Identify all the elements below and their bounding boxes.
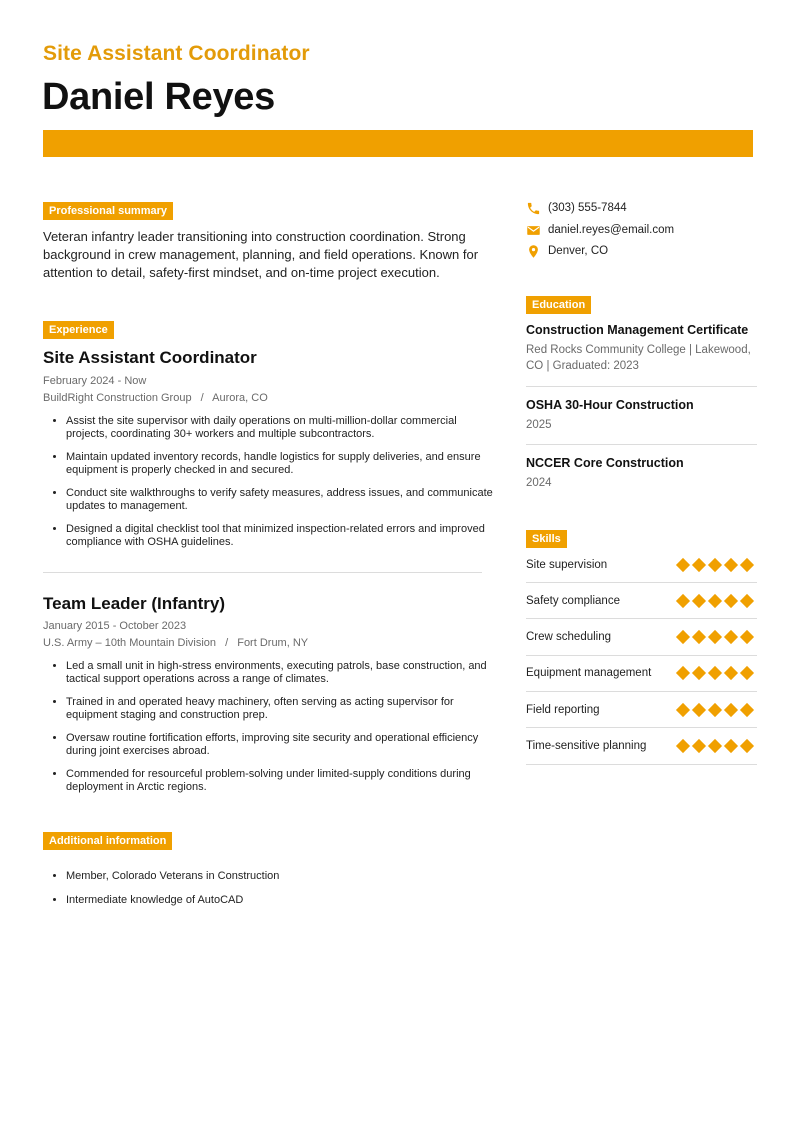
job-company-line	[43, 637, 495, 649]
education-section-label	[526, 295, 591, 314]
rating-diamond-icon	[724, 594, 738, 608]
skill-row	[526, 729, 757, 765]
meta-separator: /	[200, 392, 204, 404]
skill-row	[526, 692, 757, 728]
list-item: • Intermediate knowledge of AutoCAD	[66, 894, 483, 907]
header-accent-bar	[43, 130, 753, 157]
email-icon	[526, 223, 541, 238]
list-item: • Conduct site walkthroughs to verify safety measures, address issues, and communicate updates to management.	[66, 487, 495, 513]
rating-diamond-icon	[708, 739, 722, 753]
skill-name: Field reporting	[526, 703, 600, 716]
education-entry	[526, 398, 757, 433]
education-title: OSHA 30-Hour Construction	[526, 398, 694, 412]
rating-diamond-icon	[676, 594, 690, 608]
location-text: Denver, CO	[548, 245, 609, 257]
job-company: BuildRight Construction Group	[43, 392, 192, 404]
additional-list	[43, 870, 483, 918]
rating-diamond-icon	[692, 594, 706, 608]
rating-diamond-icon	[676, 739, 690, 753]
rating-diamond-icon	[676, 630, 690, 644]
contact-email	[526, 221, 674, 239]
list-item: • Designed a digital checklist tool that minimized inspection-related errors and improved compliance with OSHA guidelines.	[66, 523, 495, 549]
rating-diamond-icon	[724, 739, 738, 753]
contact-phone	[526, 199, 627, 217]
skills-label: Skills	[526, 530, 567, 548]
rating-diamond-icon	[692, 666, 706, 680]
phone-icon	[526, 201, 541, 216]
rating-diamond-icon	[692, 703, 706, 717]
rating-diamond-icon	[708, 703, 722, 717]
education-meta: Red Rocks Community College | Lakewood, CO | Graduated: 2023	[526, 344, 751, 372]
rating-diamond-icon	[708, 594, 722, 608]
skill-name: Crew scheduling	[526, 631, 612, 644]
education-title: Construction Management Certificate	[526, 323, 749, 337]
skill-rating	[677, 596, 757, 606]
job-company: U.S. Army – 10th Mountain Division	[43, 637, 217, 649]
experience-label: Experience	[43, 321, 114, 339]
additional-section-label	[43, 831, 172, 850]
rating-diamond-icon	[724, 703, 738, 717]
job-title: Site Assistant Coordinator	[43, 348, 257, 367]
skill-rating	[677, 705, 757, 715]
education-title: NCCER Core Construction	[526, 456, 684, 470]
education-entry	[526, 456, 757, 491]
education-label: Education	[526, 296, 591, 314]
rating-diamond-icon	[676, 666, 690, 680]
skill-name: Time-sensitive planning	[526, 740, 647, 752]
rating-diamond-icon	[692, 557, 706, 571]
rating-diamond-icon	[740, 666, 754, 680]
job-company-line	[43, 392, 495, 404]
location-pin-icon	[526, 244, 541, 259]
rating-diamond-icon	[724, 666, 738, 680]
education-divider	[526, 444, 757, 445]
list-item: • Trained in and operated heavy machinery, often serving as acting supervisor for equipment staging and construction prep.	[66, 696, 495, 722]
list-item: • Assist the site supervisor with daily operations on multi-million-dollar commercial projects, coordinating 30+ workers and multiple subcontractors.	[66, 415, 495, 441]
phone-text: (303) 555-7844	[548, 202, 627, 214]
list-item: • Member, Colorado Veterans in Construction	[66, 870, 483, 883]
list-item: • Maintain updated inventory records, handle logistics for supply deliveries, and ensure equipment is properly checked in and secured.	[66, 451, 495, 477]
education-divider	[526, 386, 757, 387]
skill-row	[526, 547, 757, 583]
job-dates: January 2015 - October 2023	[43, 620, 187, 632]
email-text: daniel.reyes@email.com	[548, 224, 675, 236]
job-title: Team Leader (Infantry)	[43, 594, 226, 613]
skill-rating	[677, 632, 757, 642]
job-bullets	[43, 660, 495, 794]
job-location: Fort Drum, NY	[237, 637, 309, 649]
list-item: • Commended for resourceful problem-solving under limited-supply conditions during deployment in Arctic regions.	[66, 768, 495, 794]
job-entry	[43, 594, 495, 804]
job-location: Aurora, CO	[212, 392, 268, 404]
rating-diamond-icon	[692, 630, 706, 644]
resume-role-title: Site Assistant Coordinator	[43, 42, 310, 65]
rating-diamond-icon	[708, 630, 722, 644]
skill-name: Safety compliance	[526, 594, 620, 607]
skill-rating	[677, 560, 757, 570]
rating-diamond-icon	[724, 630, 738, 644]
meta-separator: /	[225, 637, 229, 649]
job-entry	[43, 348, 495, 559]
rating-diamond-icon	[708, 666, 722, 680]
job-dates: February 2024 - Now	[43, 375, 147, 387]
skill-row	[526, 583, 757, 619]
education-entry	[526, 323, 757, 374]
rating-diamond-icon	[724, 557, 738, 571]
rating-diamond-icon	[676, 703, 690, 717]
experience-section-label	[43, 320, 114, 339]
skill-rating	[677, 668, 757, 678]
rating-diamond-icon	[708, 557, 722, 571]
summary-label: Professional summary	[43, 202, 173, 220]
skills-section-label	[526, 529, 567, 548]
education-meta: 2025	[526, 419, 552, 431]
skill-name: Equipment management	[526, 667, 652, 680]
candidate-name: Daniel Reyes	[42, 76, 275, 118]
rating-diamond-icon	[676, 557, 690, 571]
skill-rating	[677, 741, 757, 751]
rating-diamond-icon	[740, 594, 754, 608]
skill-name: Site supervision	[526, 558, 608, 571]
additional-label: Additional information	[43, 832, 172, 850]
education-meta: 2024	[526, 477, 552, 489]
experience-divider	[43, 572, 482, 573]
rating-diamond-icon	[740, 703, 754, 717]
rating-diamond-icon	[740, 630, 754, 644]
rating-diamond-icon	[692, 739, 706, 753]
skill-row	[526, 656, 757, 692]
summary-text: Veteran infantry leader transitioning into construction coordination. Strong background in crew management, planning, and field operations. Known for attention to detail, safety-first mindset, and on-time project execution.	[43, 229, 479, 280]
skill-row	[526, 620, 757, 656]
job-bullets	[43, 415, 495, 549]
contact-location	[526, 242, 608, 260]
rating-diamond-icon	[740, 557, 754, 571]
rating-diamond-icon	[740, 739, 754, 753]
summary-section-label	[43, 201, 173, 220]
list-item: • Oversaw routine fortification efforts, improving site security and operational efficiency during joint exercises abroad.	[66, 732, 495, 758]
list-item: • Led a small unit in high-stress environments, executing patrols, base construction, and tactical support operations across a range of climates.	[66, 660, 495, 686]
